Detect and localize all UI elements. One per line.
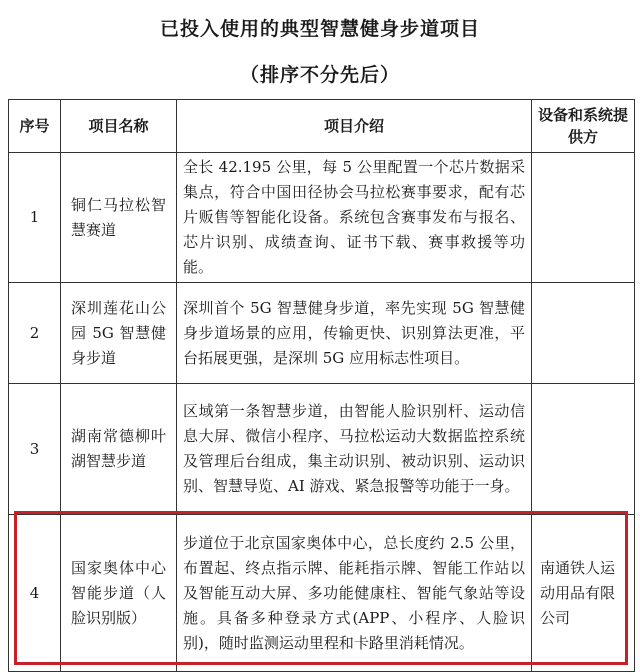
row-number: 2 xyxy=(9,283,61,384)
row-project-name: 国家奥体中心智能步道（人脸识别版） xyxy=(61,515,177,672)
row-number: 1 xyxy=(9,153,61,283)
row-project-intro: 区域第一条智慧步道，由智能人脸识别杆、运动信息大屏、微信小程序、马拉松运动大数据监控系统及管理后台组成，集主动识别、被动识别、运动识别、智慧导览、AI 游戏、紧急报警等功能于一身。 xyxy=(177,384,532,515)
row-project-intro: 全长 42.195 公里，每 5 公里配置一个芯片数据采集点，符合中国田径协会马拉松赛事要求，配有芯片贩售等智能化设备。系统包含赛事发布与报名、芯片识别、成绩查询、证书下载、赛事救援等功能。 xyxy=(177,153,532,283)
row-number: 3 xyxy=(9,384,61,515)
table-header-row xyxy=(9,100,635,153)
header-project-intro: 项目介绍 xyxy=(177,100,532,153)
row-project-intro: 步道位于北京国家奥体中心，总长度约 2.5 公里，布置起、终点指示牌、能耗指示牌、智能工作站以及智能互动大屏、多功能健康柱、智能气象站等设施。具备多种登录方式(APP、小程序、人脸识别)，随时监测运动里程和卡路里消耗情况。 xyxy=(177,515,532,672)
projects-table xyxy=(8,99,635,672)
table-row xyxy=(9,384,635,515)
row-project-name: 湖南常德柳叶湖智慧步道 xyxy=(61,384,177,515)
row-number: 4 xyxy=(9,515,61,672)
row-supplier xyxy=(532,153,635,283)
row-supplier xyxy=(532,283,635,384)
projects-table-container xyxy=(8,99,634,672)
table-row xyxy=(9,515,635,672)
header-number: 序号 xyxy=(9,100,61,153)
header-project-name: 项目名称 xyxy=(61,100,177,153)
header-supplier: 设备和系统提供方 xyxy=(532,100,635,153)
row-project-name: 铜仁马拉松智慧赛道 xyxy=(61,153,177,283)
table-row xyxy=(9,153,635,283)
row-supplier xyxy=(532,384,635,515)
page-subtitle: （排序不分先后） xyxy=(239,64,400,86)
table-row xyxy=(9,283,635,384)
page-title: 已投入使用的典型智慧健身步道项目 xyxy=(159,18,480,40)
row-project-intro: 深圳首个 5G 智慧健身步道，率先实现 5G 智慧健身步道场景的应用，传输更快、识别算法更准，平台拓展更强，是深圳 5G 应用标志性项目。 xyxy=(177,283,532,384)
row-supplier: 南通铁人运动用品有限公司 xyxy=(532,515,635,672)
row-project-name: 深圳莲花山公园 5G 智慧健身步道 xyxy=(61,283,177,384)
